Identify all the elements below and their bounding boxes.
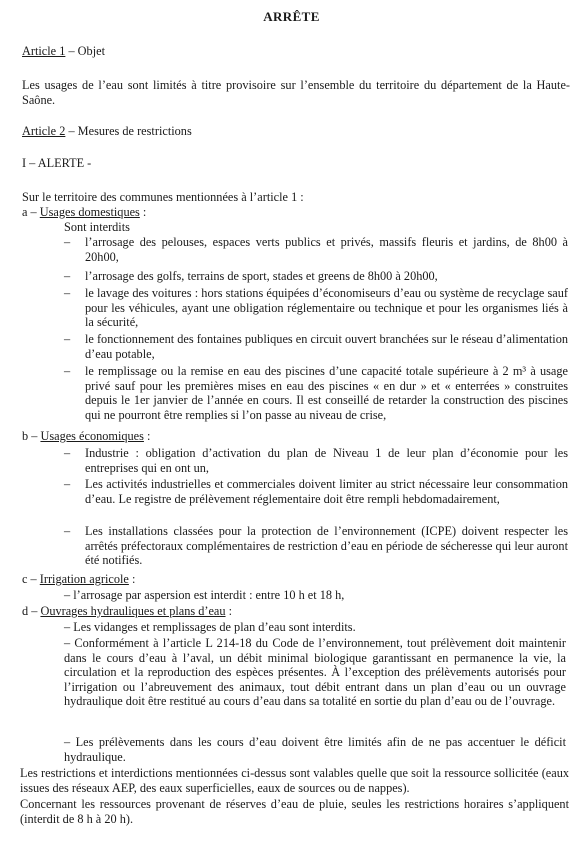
list-bullet: – bbox=[64, 269, 71, 283]
section-a-heading bbox=[22, 205, 570, 220]
section-c-heading bbox=[22, 572, 570, 587]
list-item: Les activités industrielles et commerciales doivent limiter au strict nécessaire leur consommation d’eau. Le registre de prélèvement réglementaire doit être rempli hebdomadairement, bbox=[85, 477, 568, 506]
list-bullet: – bbox=[64, 332, 71, 346]
list-bullet: – bbox=[64, 286, 71, 300]
list-item: le lavage des voitures : hors stations équipées d’économiseurs d’eau ou système de recyclage sauf pour les véhicules, ayant une obligation réglementaire ou technique et pour les organismes liés à la sécurité, bbox=[85, 286, 568, 330]
closing-paragraph-2: Concernant les ressources provenant de réserves d’eau de pluie, seules les restrictions horaires s’appliquent (interdit de 8 h à 20 h). bbox=[20, 797, 569, 826]
list-item: le remplissage ou la remise en eau des piscines d’une capacité totale supérieure à 2 m³ à usage privé sauf pour les premières mises en eau des piscines « en dur » et « enterrées » construites depuis le 1er janvier de l’année en cours. Il est conseillé de retarder la construction des piscines qui ne pourront être remplies si l’on passe au niveau de crise, bbox=[85, 364, 568, 422]
list-bullet: – bbox=[64, 477, 71, 491]
alerte-heading: I – ALERTE - bbox=[22, 156, 92, 170]
section-b-prefix: b – bbox=[22, 429, 41, 443]
list-item: – Conformément à l’article L 214-18 du Code de l’environnement, tout prélèvement doit maintenir dans le cours d’eau à l’aval, un débit minimal biologique garantissant en permanence la vie, la circulation et la reproduction des espèces présentes. À l’exception des prélèvements autorisés pour l’irrigation ou l’abreuvement des animaux, tout débit entrant dans un plan d’eau ou un ouvrage hydraulique doit être restitué au cours d’eau dans sa totalité en sortie du plan d’eau ou de l’ouvrage. bbox=[64, 636, 566, 709]
section-a-prefix: a – bbox=[22, 205, 40, 219]
list-bullet: – bbox=[64, 235, 71, 249]
section-b-heading bbox=[22, 429, 570, 444]
sont-interdits: Sont interdits bbox=[64, 220, 130, 234]
list-item: – Les vidanges et remplissages de plan d’eau sont interdits. bbox=[64, 620, 356, 634]
list-bullet: – bbox=[64, 524, 71, 538]
article-1-suffix: – Objet bbox=[65, 44, 105, 58]
list-bullet: – bbox=[64, 446, 71, 460]
list-item: le fonctionnement des fontaines publiques en circuit ouvert branchées sur le réseau d’alimentation d’eau potable, bbox=[85, 332, 568, 361]
closing-paragraph-1: Les restrictions et interdictions mentionnées ci-dessus sont valables quelle que soit la ressource sollicitée (eaux issues des réseaux AEP, des eaux superficielles, eaux de sources ou de nappes). bbox=[20, 766, 569, 795]
list-bullet: – bbox=[64, 364, 71, 378]
section-c-prefix: c – bbox=[22, 572, 40, 586]
section-c-label: Irrigation agricole bbox=[39, 572, 129, 586]
article-2-heading bbox=[22, 124, 570, 139]
document-title: ARRÊTE bbox=[263, 9, 320, 24]
section-b-suffix: : bbox=[143, 429, 151, 443]
article-1-heading bbox=[22, 44, 570, 59]
article-1-text: Les usages de l’eau sont limités à titre provisoire sur l’ensemble du territoire du département de la Haute-Saône. bbox=[22, 78, 570, 107]
article-2-suffix: – Mesures de restrictions bbox=[65, 124, 192, 138]
list-item: l’arrosage des pelouses, espaces verts publics et privés, massifs fleuris et jardins, de 8h00 à 20h00, bbox=[85, 235, 568, 264]
list-item: l’arrosage des golfs, terrains de sport, stades et greens de 8h00 à 20h00, bbox=[85, 269, 438, 283]
article-2-label: Article 2 bbox=[22, 124, 66, 138]
section-d-suffix: : bbox=[225, 604, 233, 618]
list-item: – Les prélèvements dans les cours d’eau doivent être limités afin de ne pas accentuer le déficit hydraulique. bbox=[64, 735, 566, 764]
section-b-label: Usages économiques bbox=[40, 429, 144, 443]
list-item: Industrie : obligation d’activation du plan de Niveau 1 de leur plan d’économie pour les entreprises qui en ont un, bbox=[85, 446, 568, 475]
section-a-suffix: : bbox=[139, 205, 147, 219]
list-item: – l’arrosage par aspersion est interdit : entre 10 h et 18 h, bbox=[64, 588, 345, 602]
section-d-label: Ouvrages hydrauliques et plans d’eau bbox=[40, 604, 226, 618]
intro-text: Sur le territoire des communes mentionnées à l’article 1 : bbox=[22, 190, 304, 204]
section-d-prefix: d – bbox=[22, 604, 41, 618]
section-d-heading bbox=[22, 604, 570, 619]
section-c-suffix: : bbox=[128, 572, 136, 586]
section-a-label: Usages domestiques bbox=[39, 205, 140, 219]
list-item: Les installations classées pour la protection de l’environnement (ICPE) doivent respecter les arrêtés préfectoraux complémentaires de restriction d’eau en période de sécheresse qui leur auront été notifiés. bbox=[85, 524, 568, 568]
article-1-label: Article 1 bbox=[22, 44, 66, 58]
